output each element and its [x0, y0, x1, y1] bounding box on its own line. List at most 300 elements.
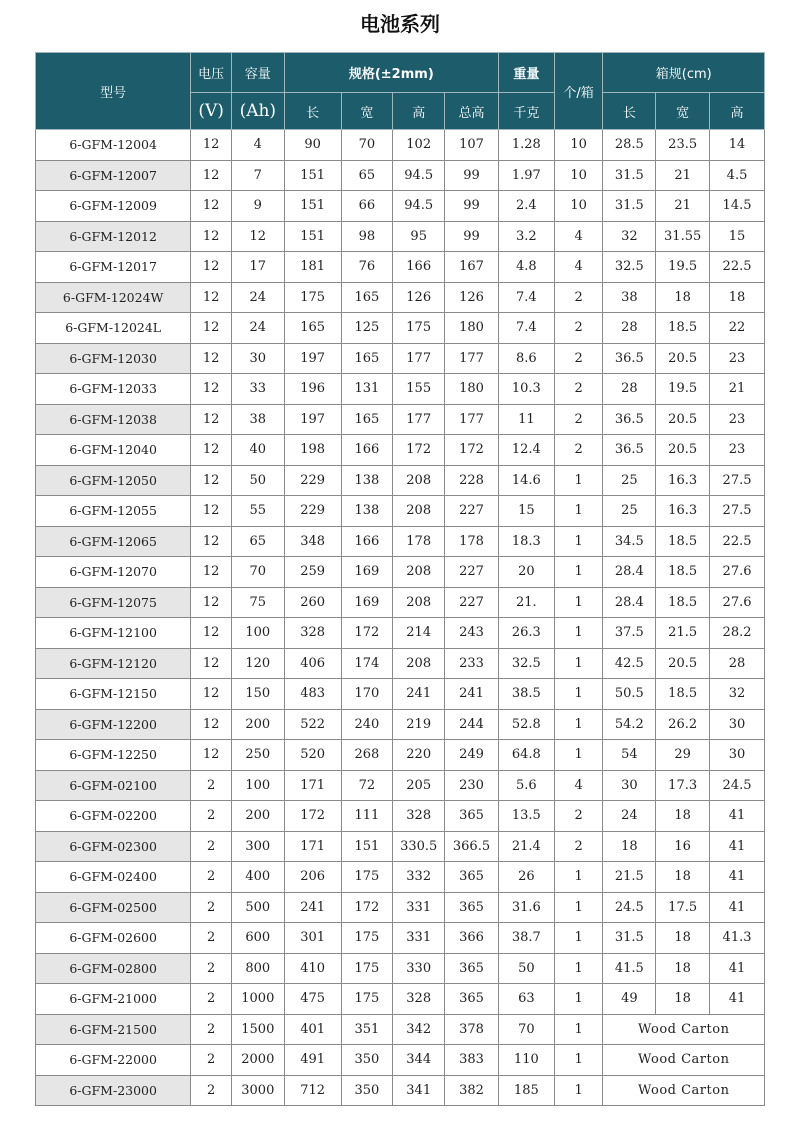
cell-per-box: 1 — [554, 587, 603, 618]
cell-box-height: 41.3 — [710, 923, 765, 954]
cell-box-length: 38 — [603, 282, 656, 313]
cell-model: 6-GFM-12024W — [36, 282, 191, 313]
cell-box-width: 18 — [656, 862, 710, 893]
cell-box-height: 28 — [710, 648, 765, 679]
cell-per-box: 1 — [554, 679, 603, 710]
cell-length: 401 — [284, 1014, 341, 1045]
cell-height: 177 — [393, 404, 445, 435]
cell-box-height: 18 — [710, 282, 765, 313]
cell-box-length: 31.5 — [603, 191, 656, 222]
cell-model: 6-GFM-02600 — [36, 923, 191, 954]
cell-box-length: 37.5 — [603, 618, 656, 649]
cell-model: 6-GFM-12024L — [36, 313, 191, 344]
cell-length: 196 — [284, 374, 341, 405]
cell-box-length: 36.5 — [603, 404, 656, 435]
cell-per-box: 4 — [554, 221, 603, 252]
cell-capacity: 150 — [231, 679, 284, 710]
cell-total-height: 228 — [445, 465, 499, 496]
cell-capacity: 9 — [231, 191, 284, 222]
header-width: 宽 — [341, 93, 393, 130]
cell-box-width: 18.5 — [656, 557, 710, 588]
cell-voltage: 2 — [191, 770, 232, 801]
cell-capacity: 100 — [231, 618, 284, 649]
table-row — [36, 130, 765, 161]
table-row — [36, 496, 765, 527]
cell-box-height: 30 — [710, 740, 765, 771]
cell-box-height: 4.5 — [710, 160, 765, 191]
cell-box-height: 41 — [710, 953, 765, 984]
cell-box-height: 22.5 — [710, 526, 765, 557]
cell-box-height: 27.6 — [710, 587, 765, 618]
cell-box-length: 31.5 — [603, 923, 656, 954]
cell-voltage: 2 — [191, 953, 232, 984]
cell-voltage: 2 — [191, 1045, 232, 1076]
table-row — [36, 557, 765, 588]
cell-weight: 12.4 — [498, 435, 554, 466]
header-box-height: 高 — [710, 93, 765, 130]
cell-voltage: 12 — [191, 191, 232, 222]
cell-capacity: 200 — [231, 801, 284, 832]
cell-width: 268 — [341, 740, 393, 771]
cell-model: 6-GFM-12040 — [36, 435, 191, 466]
cell-weight: 1.97 — [498, 160, 554, 191]
cell-box-width: 16.3 — [656, 465, 710, 496]
cell-capacity: 33 — [231, 374, 284, 405]
table-row — [36, 679, 765, 710]
cell-length: 229 — [284, 465, 341, 496]
cell-box-height: 14.5 — [710, 191, 765, 222]
cell-weight: 21. — [498, 587, 554, 618]
cell-width: 165 — [341, 282, 393, 313]
cell-model: 6-GFM-12017 — [36, 252, 191, 283]
cell-capacity: 38 — [231, 404, 284, 435]
cell-length: 206 — [284, 862, 341, 893]
cell-weight: 50 — [498, 953, 554, 984]
cell-voltage: 12 — [191, 618, 232, 649]
cell-box-length: 28 — [603, 374, 656, 405]
cell-voltage: 2 — [191, 801, 232, 832]
cell-weight: 11 — [498, 404, 554, 435]
cell-height: 344 — [393, 1045, 445, 1076]
cell-height: 208 — [393, 557, 445, 588]
cell-length: 491 — [284, 1045, 341, 1076]
cell-voltage: 12 — [191, 313, 232, 344]
table-row — [36, 404, 765, 435]
cell-height: 220 — [393, 740, 445, 771]
cell-per-box: 1 — [554, 465, 603, 496]
cell-capacity: 300 — [231, 831, 284, 862]
cell-box-width: 19.5 — [656, 252, 710, 283]
cell-height: 208 — [393, 587, 445, 618]
cell-box-length: 21.5 — [603, 862, 656, 893]
cell-width: 66 — [341, 191, 393, 222]
cell-box-length: 32.5 — [603, 252, 656, 283]
cell-total-height: 383 — [445, 1045, 499, 1076]
cell-height: 341 — [393, 1075, 445, 1106]
cell-model: 6-GFM-23000 — [36, 1075, 191, 1106]
cell-box-length: 31.5 — [603, 160, 656, 191]
cell-length: 259 — [284, 557, 341, 588]
cell-model: 6-GFM-12120 — [36, 648, 191, 679]
cell-width: 350 — [341, 1075, 393, 1106]
cell-width: 169 — [341, 587, 393, 618]
cell-weight: 185 — [498, 1075, 554, 1106]
cell-height: 330.5 — [393, 831, 445, 862]
cell-width: 166 — [341, 526, 393, 557]
cell-voltage: 2 — [191, 1075, 232, 1106]
table-row — [36, 831, 765, 862]
cell-box-length: 49 — [603, 984, 656, 1015]
cell-box-width: 20.5 — [656, 404, 710, 435]
cell-length: 520 — [284, 740, 341, 771]
cell-box-packaging: Wood Carton — [603, 1075, 765, 1106]
cell-box-width: 26.2 — [656, 709, 710, 740]
table-row — [36, 191, 765, 222]
cell-weight: 70 — [498, 1014, 554, 1045]
cell-height: 208 — [393, 648, 445, 679]
cell-height: 328 — [393, 801, 445, 832]
cell-weight: 52.8 — [498, 709, 554, 740]
cell-box-height: 27.6 — [710, 557, 765, 588]
cell-per-box: 1 — [554, 740, 603, 771]
cell-width: 172 — [341, 892, 393, 923]
cell-weight: 31.6 — [498, 892, 554, 923]
cell-voltage: 12 — [191, 252, 232, 283]
cell-weight: 26 — [498, 862, 554, 893]
cell-box-height: 23 — [710, 435, 765, 466]
cell-length: 90 — [284, 130, 341, 161]
cell-height: 219 — [393, 709, 445, 740]
table-row — [36, 801, 765, 832]
cell-width: 98 — [341, 221, 393, 252]
cell-length: 171 — [284, 831, 341, 862]
cell-voltage: 12 — [191, 130, 232, 161]
cell-voltage: 12 — [191, 709, 232, 740]
cell-box-height: 23 — [710, 404, 765, 435]
cell-box-width: 19.5 — [656, 374, 710, 405]
table-row — [36, 862, 765, 893]
cell-voltage: 12 — [191, 404, 232, 435]
cell-weight: 63 — [498, 984, 554, 1015]
cell-box-width: 20.5 — [656, 435, 710, 466]
cell-voltage: 12 — [191, 465, 232, 496]
cell-capacity: 600 — [231, 923, 284, 954]
cell-width: 165 — [341, 404, 393, 435]
cell-total-height: 178 — [445, 526, 499, 557]
cell-height: 208 — [393, 496, 445, 527]
cell-box-height: 22.5 — [710, 252, 765, 283]
cell-box-height: 15 — [710, 221, 765, 252]
cell-length: 151 — [284, 160, 341, 191]
cell-per-box: 1 — [554, 953, 603, 984]
table-row — [36, 282, 765, 313]
cell-total-height: 382 — [445, 1075, 499, 1106]
table-row — [36, 526, 765, 557]
cell-width: 70 — [341, 130, 393, 161]
cell-capacity: 100 — [231, 770, 284, 801]
cell-box-length: 54.2 — [603, 709, 656, 740]
cell-total-height: 177 — [445, 404, 499, 435]
cell-per-box: 1 — [554, 892, 603, 923]
cell-height: 94.5 — [393, 191, 445, 222]
cell-box-width: 18 — [656, 282, 710, 313]
cell-box-height: 14 — [710, 130, 765, 161]
cell-weight: 3.2 — [498, 221, 554, 252]
cell-total-height: 180 — [445, 374, 499, 405]
cell-per-box: 2 — [554, 801, 603, 832]
cell-box-length: 41.5 — [603, 953, 656, 984]
cell-width: 175 — [341, 923, 393, 954]
cell-per-box: 2 — [554, 831, 603, 862]
cell-per-box: 1 — [554, 526, 603, 557]
cell-capacity: 24 — [231, 282, 284, 313]
cell-total-height: 366 — [445, 923, 499, 954]
cell-voltage: 12 — [191, 557, 232, 588]
table-row — [36, 587, 765, 618]
cell-total-height: 107 — [445, 130, 499, 161]
cell-per-box: 1 — [554, 923, 603, 954]
header-capacity: 容量 — [231, 53, 284, 93]
cell-weight: 18.3 — [498, 526, 554, 557]
cell-weight: 13.5 — [498, 801, 554, 832]
cell-capacity: 3000 — [231, 1075, 284, 1106]
table-row — [36, 221, 765, 252]
cell-length: 181 — [284, 252, 341, 283]
cell-model: 6-GFM-21000 — [36, 984, 191, 1015]
cell-model: 6-GFM-02800 — [36, 953, 191, 984]
cell-box-height: 27.5 — [710, 465, 765, 496]
cell-voltage: 12 — [191, 526, 232, 557]
cell-height: 95 — [393, 221, 445, 252]
cell-box-length: 28.4 — [603, 557, 656, 588]
cell-box-width: 16.3 — [656, 496, 710, 527]
table-row — [36, 770, 765, 801]
cell-length: 172 — [284, 801, 341, 832]
cell-box-width: 20.5 — [656, 648, 710, 679]
cell-total-height: 227 — [445, 587, 499, 618]
cell-box-packaging: Wood Carton — [603, 1014, 765, 1045]
cell-capacity: 1500 — [231, 1014, 284, 1045]
cell-weight: 7.4 — [498, 282, 554, 313]
cell-box-length: 28.5 — [603, 130, 656, 161]
cell-voltage: 12 — [191, 160, 232, 191]
header-voltage: 电压 — [191, 53, 232, 93]
cell-width: 65 — [341, 160, 393, 191]
table-row — [36, 374, 765, 405]
cell-box-width: 17.3 — [656, 770, 710, 801]
cell-box-height: 41 — [710, 862, 765, 893]
cell-box-width: 21 — [656, 160, 710, 191]
cell-per-box: 1 — [554, 984, 603, 1015]
cell-width: 350 — [341, 1045, 393, 1076]
cell-box-length: 36.5 — [603, 435, 656, 466]
cell-height: 155 — [393, 374, 445, 405]
cell-per-box: 4 — [554, 252, 603, 283]
cell-total-height: 365 — [445, 984, 499, 1015]
cell-box-length: 28.4 — [603, 587, 656, 618]
cell-total-height: 230 — [445, 770, 499, 801]
cell-weight: 38.7 — [498, 923, 554, 954]
cell-box-width: 20.5 — [656, 343, 710, 374]
cell-width: 351 — [341, 1014, 393, 1045]
cell-width: 111 — [341, 801, 393, 832]
cell-capacity: 30 — [231, 343, 284, 374]
cell-model: 6-GFM-12012 — [36, 221, 191, 252]
cell-box-length: 42.5 — [603, 648, 656, 679]
cell-total-height: 233 — [445, 648, 499, 679]
cell-per-box: 4 — [554, 770, 603, 801]
cell-box-width: 23.5 — [656, 130, 710, 161]
cell-model: 6-GFM-02200 — [36, 801, 191, 832]
cell-height: 205 — [393, 770, 445, 801]
cell-weight: 5.6 — [498, 770, 554, 801]
cell-per-box: 1 — [554, 648, 603, 679]
cell-weight: 20 — [498, 557, 554, 588]
cell-length: 197 — [284, 404, 341, 435]
cell-voltage: 2 — [191, 1014, 232, 1045]
cell-width: 175 — [341, 984, 393, 1015]
cell-model: 6-GFM-02100 — [36, 770, 191, 801]
cell-total-height: 126 — [445, 282, 499, 313]
cell-total-height: 241 — [445, 679, 499, 710]
cell-per-box: 1 — [554, 496, 603, 527]
cell-box-length: 36.5 — [603, 343, 656, 374]
cell-width: 169 — [341, 557, 393, 588]
table-row — [36, 618, 765, 649]
table-row — [36, 343, 765, 374]
table-row — [36, 252, 765, 283]
cell-per-box: 1 — [554, 1014, 603, 1045]
cell-per-box: 10 — [554, 130, 603, 161]
cell-length: 475 — [284, 984, 341, 1015]
table-row — [36, 1075, 765, 1106]
cell-model: 6-GFM-12030 — [36, 343, 191, 374]
cell-capacity: 400 — [231, 862, 284, 893]
cell-box-height: 41 — [710, 831, 765, 862]
cell-box-length: 54 — [603, 740, 656, 771]
cell-box-width: 17.5 — [656, 892, 710, 923]
cell-length: 151 — [284, 221, 341, 252]
cell-length: 348 — [284, 526, 341, 557]
header-total-height: 总高 — [445, 93, 499, 130]
header-box: 箱规(cm) — [603, 53, 765, 93]
cell-total-height: 172 — [445, 435, 499, 466]
header-model: 型号 — [36, 53, 191, 130]
cell-weight: 38.5 — [498, 679, 554, 710]
cell-weight: 32.5 — [498, 648, 554, 679]
cell-weight: 64.8 — [498, 740, 554, 771]
cell-height: 241 — [393, 679, 445, 710]
header-per-box: 个/箱 — [554, 53, 603, 130]
table-row — [36, 1045, 765, 1076]
cell-box-width: 18.5 — [656, 679, 710, 710]
header-voltage-unit: (V) — [191, 93, 232, 130]
cell-length: 229 — [284, 496, 341, 527]
cell-length: 151 — [284, 191, 341, 222]
cell-per-box: 1 — [554, 1075, 603, 1106]
cell-capacity: 200 — [231, 709, 284, 740]
cell-per-box: 1 — [554, 557, 603, 588]
cell-model: 6-GFM-12055 — [36, 496, 191, 527]
header-dimensions: 规格(±2mm) — [284, 53, 498, 93]
cell-capacity: 17 — [231, 252, 284, 283]
cell-model: 6-GFM-12050 — [36, 465, 191, 496]
cell-total-height: 365 — [445, 892, 499, 923]
cell-total-height: 180 — [445, 313, 499, 344]
cell-height: 330 — [393, 953, 445, 984]
header-weight-unit: 千克 — [498, 93, 554, 130]
table-row — [36, 709, 765, 740]
table-row — [36, 984, 765, 1015]
cell-box-height: 21 — [710, 374, 765, 405]
cell-length: 198 — [284, 435, 341, 466]
cell-per-box: 2 — [554, 343, 603, 374]
cell-per-box: 1 — [554, 709, 603, 740]
cell-width: 131 — [341, 374, 393, 405]
cell-voltage: 12 — [191, 435, 232, 466]
cell-capacity: 1000 — [231, 984, 284, 1015]
cell-per-box: 2 — [554, 404, 603, 435]
cell-capacity: 7 — [231, 160, 284, 191]
cell-width: 72 — [341, 770, 393, 801]
cell-total-height: 378 — [445, 1014, 499, 1045]
cell-box-length: 24.5 — [603, 892, 656, 923]
cell-capacity: 800 — [231, 953, 284, 984]
cell-length: 260 — [284, 587, 341, 618]
cell-per-box: 10 — [554, 160, 603, 191]
table-row — [36, 313, 765, 344]
table-row — [36, 923, 765, 954]
cell-length: 328 — [284, 618, 341, 649]
cell-weight: 8.6 — [498, 343, 554, 374]
cell-voltage: 12 — [191, 282, 232, 313]
cell-model: 6-GFM-12007 — [36, 160, 191, 191]
cell-voltage: 12 — [191, 221, 232, 252]
cell-total-height: 99 — [445, 221, 499, 252]
cell-per-box: 2 — [554, 374, 603, 405]
cell-box-length: 24 — [603, 801, 656, 832]
cell-height: 342 — [393, 1014, 445, 1045]
header-length: 长 — [284, 93, 341, 130]
cell-capacity: 55 — [231, 496, 284, 527]
cell-capacity: 120 — [231, 648, 284, 679]
cell-total-height: 243 — [445, 618, 499, 649]
cell-weight: 1.28 — [498, 130, 554, 161]
cell-height: 172 — [393, 435, 445, 466]
cell-box-length: 34.5 — [603, 526, 656, 557]
cell-total-height: 99 — [445, 191, 499, 222]
cell-width: 125 — [341, 313, 393, 344]
cell-box-length: 28 — [603, 313, 656, 344]
cell-model: 6-GFM-12070 — [36, 557, 191, 588]
cell-weight: 14.6 — [498, 465, 554, 496]
cell-total-height: 99 — [445, 160, 499, 191]
cell-weight: 7.4 — [498, 313, 554, 344]
cell-width: 76 — [341, 252, 393, 283]
cell-box-height: 41 — [710, 801, 765, 832]
cell-capacity: 75 — [231, 587, 284, 618]
cell-width: 151 — [341, 831, 393, 862]
cell-capacity: 65 — [231, 526, 284, 557]
cell-box-height: 30 — [710, 709, 765, 740]
cell-model: 6-GFM-02400 — [36, 862, 191, 893]
header-capacity-unit: (Ah) — [231, 93, 284, 130]
cell-box-height: 27.5 — [710, 496, 765, 527]
cell-width: 175 — [341, 953, 393, 984]
cell-height: 102 — [393, 130, 445, 161]
table-row — [36, 648, 765, 679]
table-row — [36, 740, 765, 771]
